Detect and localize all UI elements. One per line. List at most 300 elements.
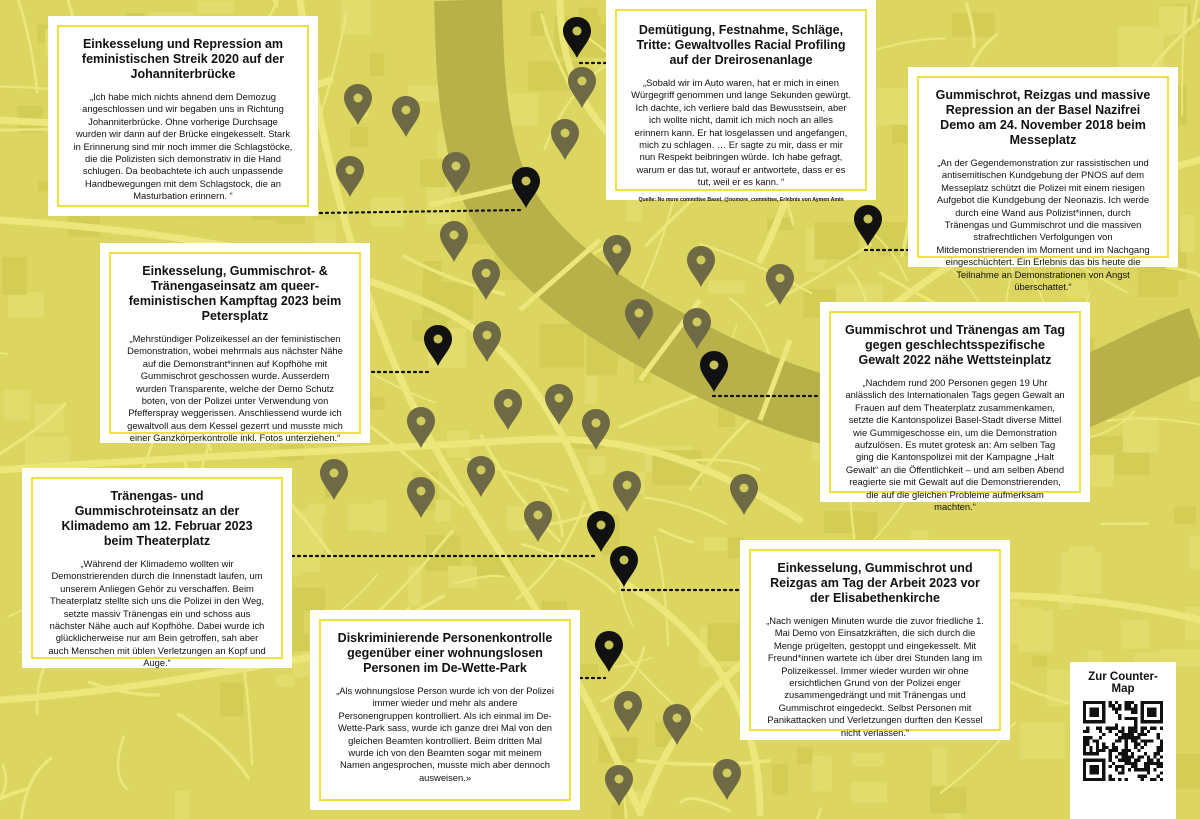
card-frame — [31, 477, 283, 659]
qr-module — [1099, 736, 1102, 739]
qr-module — [1125, 778, 1128, 781]
qr-module — [1086, 730, 1089, 733]
city-block — [276, 675, 295, 686]
card-de-wette-park — [310, 610, 580, 810]
qr-module — [1109, 701, 1112, 704]
pin-hole — [624, 701, 633, 710]
qr-module — [1141, 746, 1144, 749]
qr-module — [1083, 746, 1086, 749]
qr-label: Zur Counter-Map — [1077, 671, 1169, 695]
qr-module — [1144, 765, 1147, 768]
city-block — [797, 747, 813, 764]
qr-module — [1118, 771, 1121, 774]
qr-module — [1121, 749, 1124, 752]
qr-module — [1160, 778, 1163, 781]
qr-module — [1144, 775, 1147, 778]
qr-module — [1086, 739, 1089, 742]
qr-module — [1125, 752, 1128, 755]
qr-module — [1112, 749, 1115, 752]
city-block — [435, 500, 450, 522]
pin-hole — [710, 361, 719, 370]
qr-module — [1112, 778, 1115, 781]
qr-module — [1131, 755, 1134, 758]
qr-module — [1121, 755, 1124, 758]
card-quote: „Nach wenigen Minuten wurde die zuvor friedliche 1. Mai Demo von Einsatzkräften, die sich durch die Menge prügelten, gestoppt und eingekesselt. Mit Freund*innen wartete ich über drei Stunden lang im Polizeikessel. Immer wieder wurden wir ohne ersichtlichen Grund von der Polizei enger zusammengedrängt und mit Tränengas und Gummischrot eingedeckt. Selbst Personen mit Panikattacken und Verletzungen durften den Kessel nicht verlassen.“ — [765, 615, 985, 739]
qr-module — [1150, 778, 1153, 781]
qr-module — [1112, 727, 1115, 730]
qr-module — [1096, 746, 1099, 749]
qr-module — [1134, 717, 1137, 720]
qr-module — [1115, 723, 1118, 726]
qr-module — [1105, 746, 1108, 749]
qr-module — [1141, 778, 1144, 781]
qr-module — [1118, 730, 1121, 733]
city-block — [588, 456, 605, 474]
card-frame — [917, 76, 1169, 258]
card-quote: „Nachdem rund 200 Personen gegen 19 Uhr anlässlich des Internationalen Tags gegen Gewalt an Frauen auf dem Theaterplatz zusammenkamen, setzte die Kantonspolizei Basel-Stadt diverse Mittel wie Gummigeschosse ein, um die Demonstration aufzulösen. Es mutet grotesk an: Am selben Tag ging die Kantonspolizei mit der Kampagne „Halt Gewalt“ an die Öffentlichkeit – und am selben Abend reagierte sie mit Gewalt auf die Demonstrierenden, die auf die gleichen Probleme aufmerksam machten.“ — [845, 377, 1065, 513]
card-title: Gummischrot und Tränengas am Tag gegen geschlechtsspezifische Gewalt 2022 nähe Wettsteinplatz — [845, 323, 1065, 368]
city-block — [308, 504, 326, 515]
city-block — [448, 566, 477, 588]
qr-module — [1118, 707, 1121, 710]
qr-module — [1134, 765, 1137, 768]
card-quote: „Als wohnungslose Person wurde ich von der Polizei immer wieder und mehr als andere Personengruppen kontrolliert. Als ich einmal im De-Wette-Park sass, wurde ich ganze drei Mal von den gleichen Beamten kontrolliert. Beim dritten Mal wurde ich von den Beamten sogar mit meinem Namen angesprochen, musste mich aber dennoch ausweisen.» — [335, 685, 555, 784]
pin-hole — [597, 521, 606, 530]
qr-module — [1086, 727, 1089, 730]
qr-module — [1115, 739, 1118, 742]
qr-module — [1150, 739, 1153, 742]
qr-module — [1118, 765, 1121, 768]
qr-module — [1125, 736, 1128, 739]
qr-module — [1125, 749, 1128, 752]
qr-module — [1134, 736, 1137, 739]
qr-module — [1125, 739, 1128, 742]
qr-module — [1125, 759, 1128, 762]
qr-module — [1089, 752, 1092, 755]
qr-module — [1128, 762, 1131, 765]
qr-module — [1147, 730, 1150, 733]
qr-module — [1131, 707, 1134, 710]
qr-module — [1144, 743, 1147, 746]
qr-module — [1128, 704, 1131, 707]
qr-module — [1137, 733, 1140, 736]
qr-module — [1137, 736, 1140, 739]
pin-hole — [482, 269, 491, 278]
qr-module — [1121, 768, 1124, 771]
qr-module — [1134, 720, 1137, 723]
qr-module — [1115, 707, 1118, 710]
qr-module — [1157, 733, 1160, 736]
qr-module — [1083, 739, 1086, 742]
qr-module — [1121, 730, 1124, 733]
qr-module — [1150, 762, 1153, 765]
city-block — [932, 748, 947, 785]
pin-hole — [402, 106, 411, 115]
qr-module — [1147, 762, 1150, 765]
pin-hole — [864, 215, 873, 224]
city-block — [1189, 536, 1200, 569]
qr-module — [1131, 727, 1134, 730]
qr-module — [1121, 752, 1124, 755]
qr-module — [1109, 755, 1112, 758]
qr-module — [1128, 755, 1131, 758]
pin-hole — [477, 466, 486, 475]
qr-module — [1102, 743, 1105, 746]
qr-module — [1150, 727, 1153, 730]
qr-module — [1134, 746, 1137, 749]
qr-module — [1134, 759, 1137, 762]
qr-module — [1128, 759, 1131, 762]
pin-hole — [613, 245, 622, 254]
qr-module — [1105, 727, 1108, 730]
card-quote: „An der Gegendemonstration zur rassistischen und antisemitischen Kundgebung der PNOS auf dem Messeplatz schützt die Polizei mit einem riesigen Aufgebot die Kundgebung der Neonazis. Ich werde durch eine Wand aus Polizist*innen, durch Tränengas und Gummischrot und die massiven strafrechtlichen Verfolgungen von Mitdemonstrierenden im Moment und im Nachgang eingeschüchtert. Ein Erlebnis das bis heute die Teilnahme an Demonstrationen von Angst überschattet.“ — [933, 157, 1153, 293]
qr-module — [1141, 727, 1144, 730]
qr-module — [1147, 771, 1150, 774]
qr-module — [1153, 768, 1156, 771]
qr-module — [1086, 743, 1089, 746]
qr-module — [1118, 739, 1121, 742]
city-block — [585, 373, 597, 404]
qr-module — [1160, 727, 1163, 730]
city-block — [2, 257, 27, 295]
qr-module — [1131, 701, 1134, 704]
qr-module — [1083, 736, 1086, 739]
pin-hole — [673, 714, 682, 723]
qr-module — [1115, 765, 1118, 768]
qr-module — [1112, 743, 1115, 746]
pin-hole — [354, 94, 363, 103]
pin-hole — [534, 511, 543, 520]
qr-module — [1121, 727, 1124, 730]
qr-module — [1144, 768, 1147, 771]
qr-module — [1099, 727, 1102, 730]
pin-hole — [555, 394, 564, 403]
qr-module — [1102, 746, 1105, 749]
qr-module — [1137, 749, 1140, 752]
qr-module — [1115, 711, 1118, 714]
qr-module — [1134, 711, 1137, 714]
qr-module — [1134, 762, 1137, 765]
qr-module — [1137, 759, 1140, 762]
qr-module — [1160, 743, 1163, 746]
pin-hole — [592, 419, 601, 428]
city-block — [175, 791, 190, 819]
qr-module — [1137, 768, 1140, 771]
qr-module — [1160, 762, 1163, 765]
card-frame — [829, 311, 1081, 493]
qr-module — [1099, 730, 1102, 733]
qr-module — [1144, 739, 1147, 742]
pin-hole — [561, 129, 570, 138]
qr-module — [1109, 759, 1112, 762]
card-title: Gummischrot, Reizgas und massive Repression an der Basel Nazifrei Demo am 24. November 2018 beim Messeplatz — [933, 88, 1153, 148]
city-block — [1123, 416, 1159, 452]
card-elisabethenkirche — [740, 540, 1010, 740]
qr-module — [1118, 752, 1121, 755]
card-dreirosenanlage — [606, 0, 876, 200]
card-johanniterbruecke — [48, 16, 318, 216]
qr-module — [1160, 749, 1163, 752]
qr-module — [1153, 762, 1156, 765]
card-quote: „Ich habe mich nichts ahnend dem Demozug angeschlossen und wir begaben uns in Richtung Johanniterbrücke. Ohne vorherige Durchsage wurden wir dann auf der Brücke eingekesselt. Stark in Erinnerung sind mir noch immer die Schlagstöcke, die die Polizisten sich demonstrativ in die Hand schlugen. Da beobachtete ich auch unpassende Handbewegungen mit dem Schlagstock, die an Masturbation erinnern. “ — [73, 91, 293, 203]
qr-module — [1118, 759, 1121, 762]
qr-module — [1109, 730, 1112, 733]
qr-module — [1118, 736, 1121, 739]
qr-module — [1134, 739, 1137, 742]
qr-module — [1115, 727, 1118, 730]
qr-module — [1125, 733, 1128, 736]
qr-module — [1109, 765, 1112, 768]
city-block — [348, 504, 382, 531]
qr-module — [1134, 723, 1137, 726]
qr-module — [1083, 749, 1086, 752]
qr-module — [1131, 736, 1134, 739]
qr-module — [1112, 762, 1115, 765]
pin-hole — [615, 775, 624, 784]
qr-module — [1157, 759, 1160, 762]
qr-module — [1141, 775, 1144, 778]
qr-module — [1112, 746, 1115, 749]
card-title: Einkesselung und Repression am feministischen Streik 2020 auf der Johanniterbrücke — [73, 37, 293, 82]
qr-module — [1121, 765, 1124, 768]
qr-module — [1125, 743, 1128, 746]
qr-module — [1115, 755, 1118, 758]
qr-module — [1115, 733, 1118, 736]
card-theaterplatz — [22, 468, 292, 668]
qr-module — [1131, 733, 1134, 736]
qr-module — [1109, 749, 1112, 752]
qr-module — [1128, 701, 1131, 704]
qr-module — [1157, 762, 1160, 765]
qr-module — [1128, 768, 1131, 771]
qr-module — [1118, 778, 1121, 781]
qr-module — [1109, 778, 1112, 781]
qr-module — [1141, 739, 1144, 742]
qr-module — [1125, 707, 1128, 710]
qr-module — [1131, 762, 1134, 765]
qr-module — [1137, 743, 1140, 746]
card-title: Demütigung, Festnahme, Schläge, Tritte: Gewaltvolles Racial Profiling auf der Dreirosenanlage — [631, 23, 851, 68]
qr-module — [1109, 775, 1112, 778]
card-frame — [57, 25, 309, 207]
qr-module — [1160, 765, 1163, 768]
city-block — [420, 159, 445, 186]
qr-module — [1096, 739, 1099, 742]
city-block — [288, 587, 325, 610]
qr-module — [1150, 759, 1153, 762]
qr-module — [1089, 749, 1092, 752]
city-block — [851, 782, 887, 803]
qr-module — [1141, 755, 1144, 758]
pin-hole — [504, 399, 513, 408]
qr-module — [1121, 736, 1124, 739]
card-title: Diskriminierende Personenkontrolle gegenüber einer wohnungslosen Personen im De-Wette-Park — [335, 631, 555, 676]
qr-module — [1118, 704, 1121, 707]
city-block — [1121, 620, 1149, 648]
qr-module — [1128, 707, 1131, 710]
city-block — [1180, 215, 1194, 252]
pin-hole — [450, 231, 459, 240]
qr-module — [1147, 759, 1150, 762]
qr-module — [1109, 704, 1112, 707]
city-block — [1020, 723, 1064, 759]
qr-code-icon[interactable] — [1083, 701, 1163, 781]
city-block — [1185, 607, 1200, 641]
card-title: Einkesselung, Gummischrot- & Tränengaseinsatz am queer-feministischen Kampftag 2023 beim Petersplatz — [125, 264, 345, 324]
card-quote: „Mehrstündiger Polizeikessel an der feministischen Demonstration, wobei mehrmals aus nächster Nähe auf die Demonstrant*innen auf Kopfhöhe mit Gummischrot geschossen wurde. Ausserdem wurden Transparente, welche der Demo Schutz boten, von der Polizei unter Verwendung von Pfefferspray weggerissen. Anschliessend wurde ich gewaltvoll aus dem Kessel gezerrt und musste mich einer Ganzkörperkontrolle inkl. Fotos unterziehen.“ — [125, 333, 345, 445]
qr-module — [1128, 733, 1131, 736]
qr-module — [1160, 746, 1163, 749]
pin-hole — [605, 641, 614, 650]
qr-module — [1134, 743, 1137, 746]
qr-module — [1141, 768, 1144, 771]
qr-module — [1109, 727, 1112, 730]
qr-module — [1112, 707, 1115, 710]
pin-hole — [417, 417, 426, 426]
qr-module — [1125, 717, 1128, 720]
city-block — [708, 281, 745, 294]
qr-module — [1141, 733, 1144, 736]
qr-module — [1128, 749, 1131, 752]
qr-module — [1141, 730, 1144, 733]
qr-module — [1125, 701, 1128, 704]
qr-module — [1147, 768, 1150, 771]
qr-module — [1121, 759, 1124, 762]
qr-module — [1160, 739, 1163, 742]
qr-module — [1125, 762, 1128, 765]
qr-module — [1121, 733, 1124, 736]
city-block — [815, 222, 859, 260]
qr-module — [1083, 730, 1086, 733]
qr-module — [1147, 765, 1150, 768]
pin-hole — [697, 256, 706, 265]
qr-module — [1137, 775, 1140, 778]
city-block — [812, 756, 831, 792]
pin-hole — [693, 318, 702, 327]
qr-module — [1157, 736, 1160, 739]
qr-module — [1125, 755, 1128, 758]
card-quote: „Während der Klimademo wollten wir Demonstrierenden durch die Innenstadt laufen, um unserem Anliegen Gehör zu verschaffen. Beim Theaterplatz stellte sich uns die Polizei in den Weg, setzte massiv Tränengas ein und schoss aus nächster Nähe auch auf Kopfhöhe. Dabei wurde ich glücklicherweise nur am Bein getroffen, sah aber auch Menschen mit üblen Verletzungen an Kopf und Auge.“ — [47, 558, 267, 670]
qr-module — [1144, 762, 1147, 765]
card-source: Quelle: No more committee Basel, @nomore_committee, Erlebnis von Aymen Amin — [631, 197, 851, 204]
card-frame — [615, 9, 867, 191]
qr-module — [1115, 746, 1118, 749]
pin-hole — [346, 166, 355, 175]
city-block — [198, 1, 235, 14]
card-messeplatz — [908, 67, 1178, 267]
qr-module — [1089, 746, 1092, 749]
qr-module — [1134, 707, 1137, 710]
pin-hole — [522, 177, 531, 186]
qr-module — [1153, 727, 1156, 730]
qr-module — [1109, 752, 1112, 755]
qr-module — [1093, 752, 1096, 755]
qr-module — [1096, 743, 1099, 746]
qr-module — [1131, 711, 1134, 714]
pin-hole — [483, 331, 492, 340]
card-petersplatz — [100, 243, 370, 443]
qr-module — [1157, 749, 1160, 752]
qr-module — [1083, 743, 1086, 746]
qr-module — [1134, 768, 1137, 771]
qr-module — [1118, 717, 1121, 720]
qr-module — [1147, 739, 1150, 742]
city-block — [930, 787, 967, 813]
qr-module — [1112, 704, 1115, 707]
qr-module — [1134, 730, 1137, 733]
card-title: Tränengas- und Gummischroteinsatz an der Klimademo am 12. Februar 2023 beim Theaterplatz — [47, 489, 267, 549]
qr-module — [1137, 755, 1140, 758]
qr-module — [1160, 771, 1163, 774]
card-title: Einkesselung, Gummischrot und Reizgas am Tag der Arbeit 2023 vor der Elisabethenkirche — [765, 561, 985, 606]
qr-module — [1153, 755, 1156, 758]
qr-module — [1131, 765, 1134, 768]
city-block — [852, 753, 883, 767]
city-block — [1174, 506, 1196, 524]
qr-module — [1086, 752, 1089, 755]
qr-module — [1083, 752, 1086, 755]
qr-module — [1147, 755, 1150, 758]
city-block — [1061, 553, 1102, 594]
qr-module — [1093, 739, 1096, 742]
pin-hole — [723, 769, 732, 778]
qr-module — [1099, 749, 1102, 752]
qr-module — [1153, 778, 1156, 781]
qr-finder-core — [1089, 707, 1099, 717]
city-block — [220, 683, 244, 717]
qr-module — [1131, 730, 1134, 733]
qr-module — [1118, 714, 1121, 717]
city-block — [8, 293, 43, 318]
qr-module — [1131, 717, 1134, 720]
city-block — [350, 127, 368, 147]
pin-hole — [740, 484, 749, 493]
city-block — [611, 803, 624, 819]
qr-module — [1115, 768, 1118, 771]
city-block — [539, 324, 584, 368]
qr-module — [1102, 733, 1105, 736]
qr-module — [1134, 727, 1137, 730]
qr-module — [1089, 736, 1092, 739]
qr-module — [1134, 704, 1137, 707]
qr-module — [1153, 752, 1156, 755]
card-frame — [109, 252, 361, 434]
city-block — [4, 390, 31, 420]
qr-module — [1128, 736, 1131, 739]
pin-hole — [452, 162, 461, 171]
city-block — [772, 764, 788, 795]
pin-hole — [620, 556, 629, 565]
pin-hole — [573, 27, 582, 36]
qr-module — [1157, 765, 1160, 768]
qr-module — [1096, 749, 1099, 752]
pin-hole — [776, 274, 785, 283]
qr-module — [1121, 771, 1124, 774]
qr-module — [1144, 733, 1147, 736]
qr-module — [1128, 727, 1131, 730]
qr-module — [1131, 752, 1134, 755]
card-wettsteinplatz — [820, 302, 1090, 502]
qr-module — [1160, 755, 1163, 758]
qr-module — [1096, 727, 1099, 730]
qr-module — [1144, 727, 1147, 730]
qr-module — [1157, 746, 1160, 749]
qr-module — [1086, 736, 1089, 739]
qr-module — [1157, 775, 1160, 778]
qr-card[interactable] — [1070, 662, 1176, 819]
qr-module — [1128, 717, 1131, 720]
qr-module — [1102, 749, 1105, 752]
